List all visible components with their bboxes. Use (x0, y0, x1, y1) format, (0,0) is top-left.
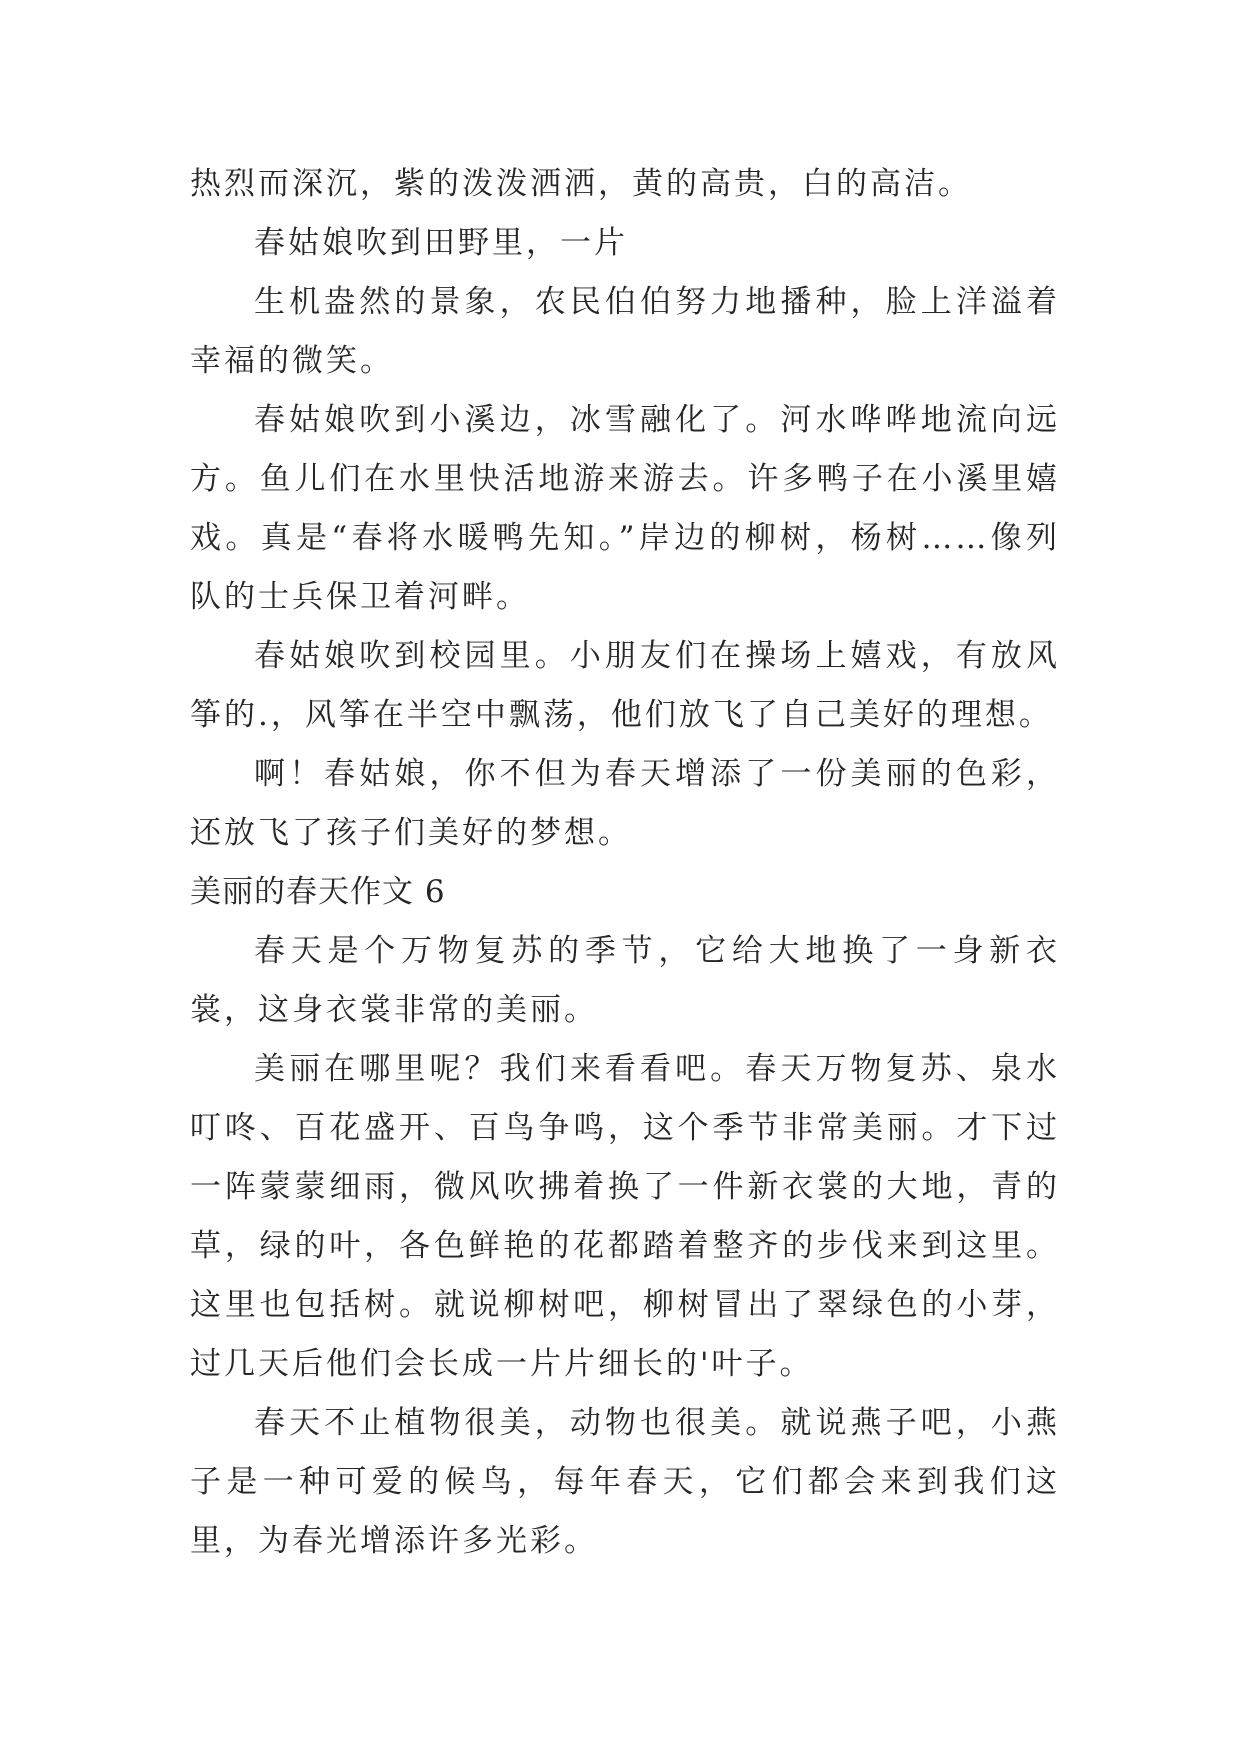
section-paragraph-1: 春天是个万物复苏的季节，它给大地换了一身新衣裳，这身衣裳非常的美丽。 (190, 933, 1060, 1028)
paragraph-6: 啊！春姑娘，你不但为春天增添了一份美丽的色彩，还放飞了孩子们美好的梦想。 (190, 756, 1060, 851)
section-title: 美丽的春天作文 6 (190, 874, 446, 910)
paragraph-4: 春姑娘吹到小溪边，冰雪融化了。河水哗哗地流向远方。鱼儿们在水里快活地游来游去。许多鸭子在小溪里嬉戏。真是“春将水暖鸭先知。”岸边的柳树，杨树……像列队的士兵保卫着河畔。 (190, 402, 1060, 615)
section-paragraph-2: 美丽在哪里呢？我们来看看吧。春天万物复苏、泉水叮咚、百花盛开、百鸟争鸣，这个季节非常美丽。才下过一阵蒙蒙细雨，微风吹拂着换了一件新衣裳的大地，青的草，绿的叶，各色鲜艳的花都踏着整齐的步伐来到这里。这里也包括树。就说柳树吧，柳树冒出了翠绿色的小芽，过几天后他们会长成一片片细长的'叶子。 (190, 1051, 1060, 1382)
paragraph-1: 热烈而深沉，紫的泼泼洒洒，黄的高贵，白的高洁。 (190, 166, 972, 202)
paragraph-2: 春姑娘吹到田野里，一片 (254, 225, 628, 261)
document-body (190, 155, 1060, 1571)
section-paragraph-3: 春天不止植物很美，动物也很美。就说燕子吧，小燕子是一种可爱的候鸟，每年春天，它们都会来到我们这里，为春光增添许多光彩。 (190, 1405, 1060, 1559)
paragraph-5: 春姑娘吹到校园里。小朋友们在操场上嬉戏，有放风筝的.，风筝在半空中飘荡，他们放飞了自己美好的理想。 (190, 638, 1060, 733)
paragraph-3: 生机盎然的景象，农民伯伯努力地播种，脸上洋溢着幸福的微笑。 (190, 284, 1060, 379)
